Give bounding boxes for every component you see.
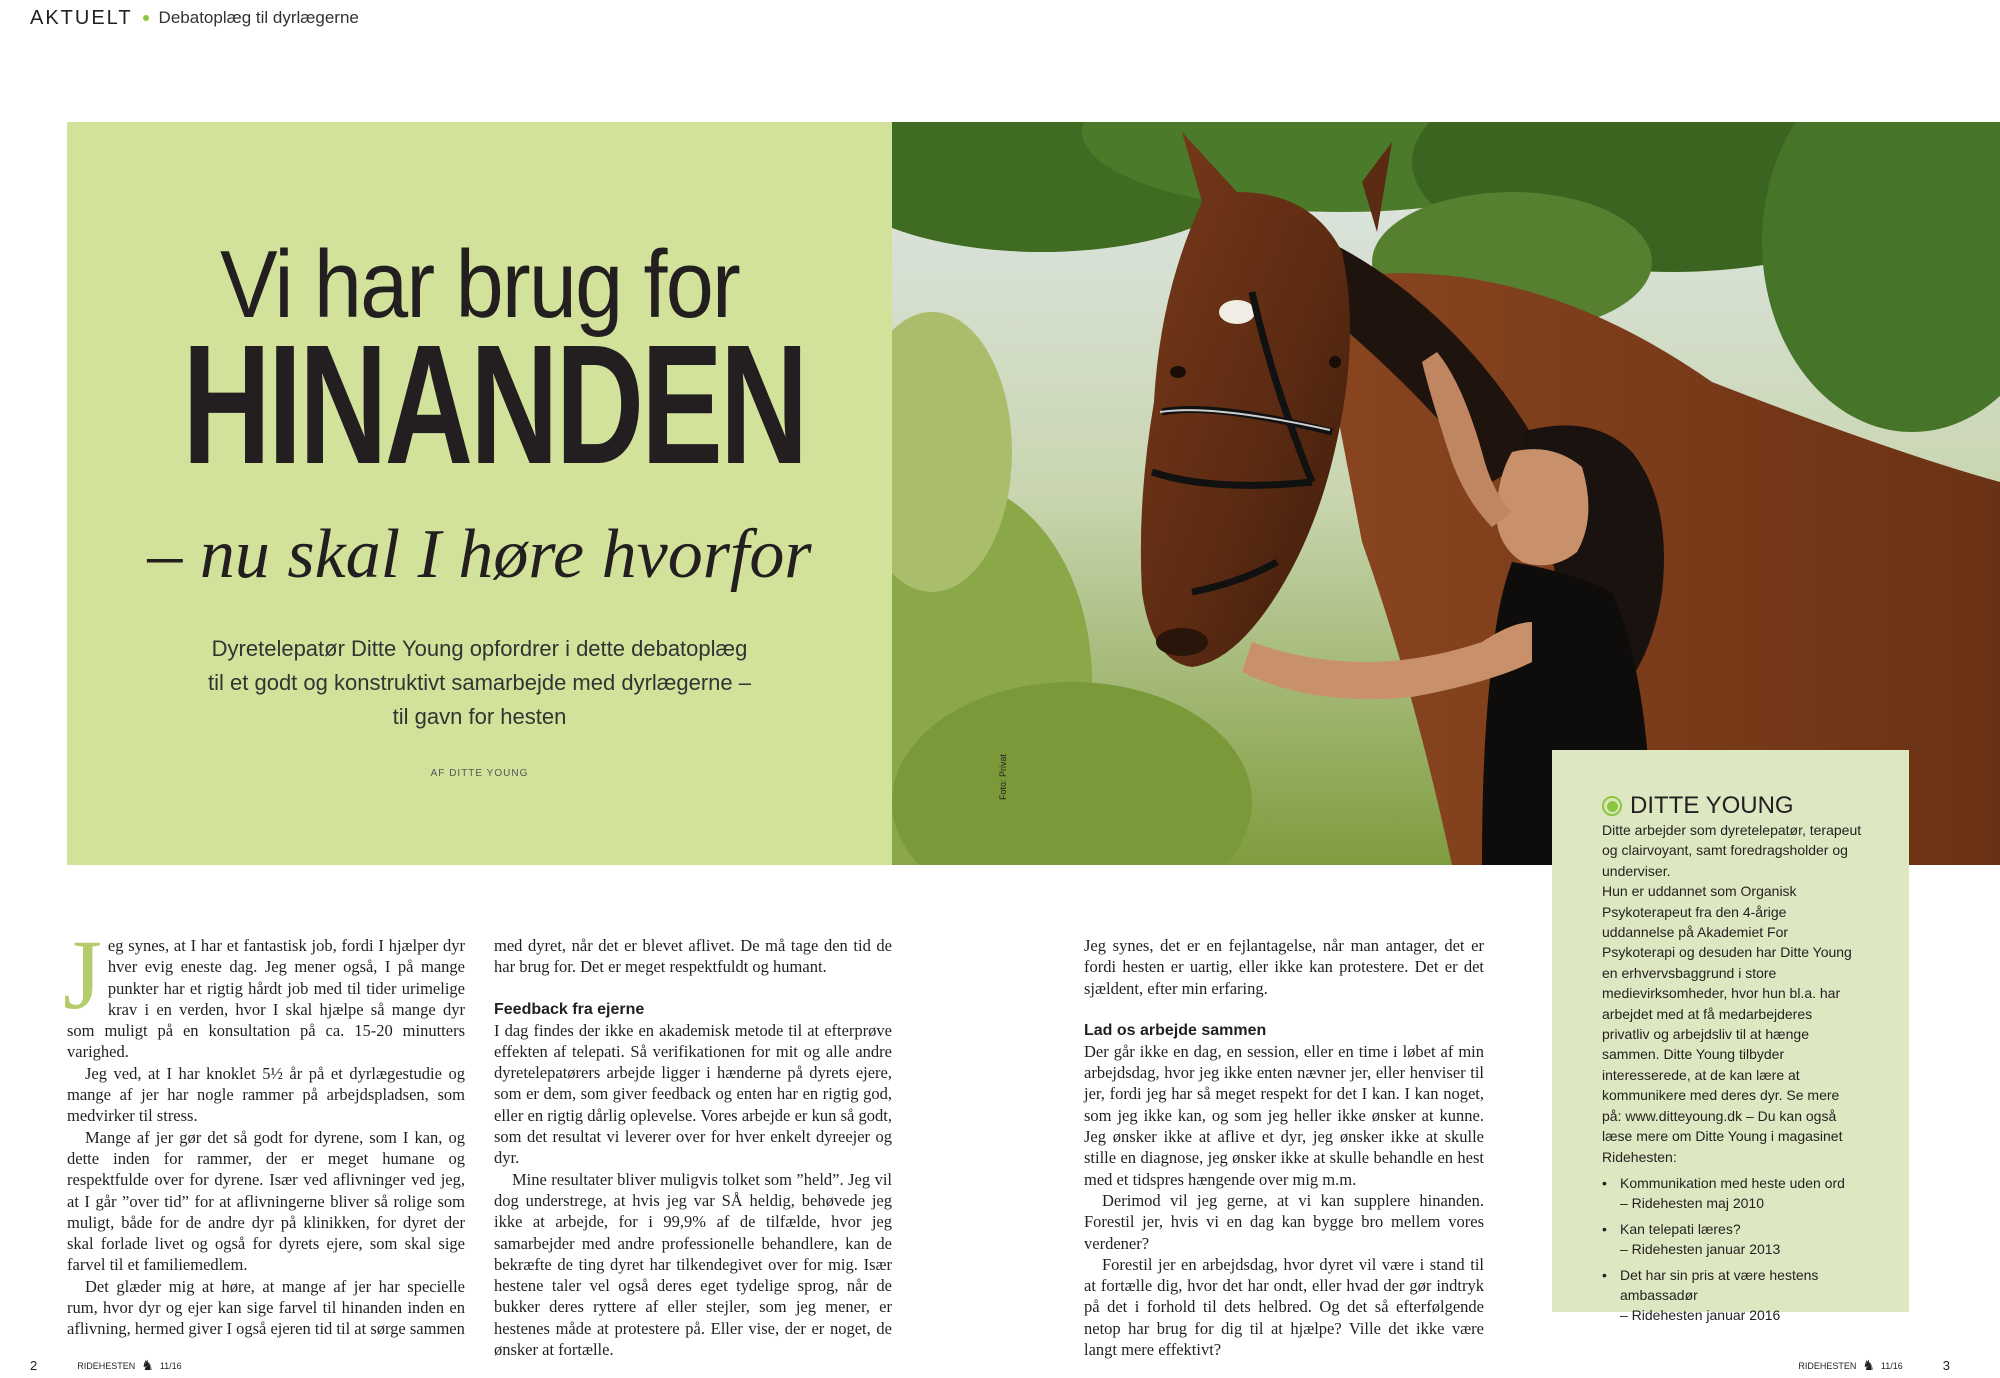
paragraph: Derimod vil jeg gerne, at vi kan supplere hinanden. Forestil jer, hvis vi en dag kan bygge bro mellem vores verdener? (1084, 1190, 1484, 1253)
infobox-paragraph: Hun er uddannet som Organisk Psykoterapeut fra den 4-årige uddannelse på Akademiet For Psykoterapi og desuden har Ditte Young en erhvervsbaggrund i store medievirksomheder, hvor hun bl.a. har arbejdet med at få medarbejderes privatliv og arbejdsliv til at hænge sammen. Ditte Young tilbyder interesserede, at de kan lære at kommunikere med deres dyr. Se mere på: www.ditteyoung.dk – Du kan også læse mere om Ditte Young i magasinet Ridehesten: (1602, 883, 1852, 1165)
subheading: Feedback fra ejerne (494, 1000, 645, 1018)
footer-left (30, 1357, 182, 1374)
paragraph: Jeg ved, at I har knoklet 5½ år på et dyrlægestudie og mange af jer har nogle rammer på arbejdspladsen, som medvirker til stress. (67, 1063, 465, 1126)
photo-credit: Foto: Privat (998, 753, 1008, 800)
issue-number: 11/16 (159, 1360, 182, 1371)
infobox-text (1602, 820, 1862, 1167)
article-ref: – Ridehesten maj 2010 (1620, 1194, 1764, 1211)
article-title: Det har sin pris at være hestens ambassadør (1620, 1266, 1819, 1303)
section-label: AKTUELT (30, 6, 133, 29)
paragraph: Det glæder mig at høre, at mange af jer har specielle rum, hvor dyr og ejer kan sige farvel til hinanden inden en aflivning, hermed giver I også ejeren tid til at sørge sammen (67, 1276, 465, 1339)
article-ref: – Ridehesten januar 2016 (1620, 1306, 1781, 1323)
horse-logo-icon: ♞ (141, 1357, 154, 1373)
list-item (1602, 1173, 1859, 1213)
section-header (30, 4, 359, 32)
list-item (1602, 1265, 1859, 1325)
paragraph: I dag findes der ikke en akademisk metode til at efterprøve effekten af telepati. Så verifikationen for mit og alle andre dyretelepatørers arbejde ligger i hænderne på dyrets ejere, som er dem, som giver feedback og enten har en rigtig god, eller en rigtig dårlig oplevelse. Vores arbejde er kun så godt, som det resultat vi leverer over for hver enkelt dyreejer og dyr. (494, 1020, 892, 1168)
article-title: Kan telepati læres? (1620, 1220, 1741, 1237)
page-number: 2 (30, 1358, 38, 1373)
paragraph: eg synes, at I har et fantastisk job, fordi I hjælper dyr hver evig eneste dag. Jeg mener også, I på mange punkter har et rigtig hårdt job med til tider urimelige krav i en verden, hvor I skal hjælpe så mange dyr som muligt på en konsultation på ca. 15-20 minutters varighed. (67, 936, 465, 1062)
circle-bullet-icon (1602, 796, 1622, 816)
section-subtitle: Debatoplæg til dyrlægerne (158, 8, 359, 27)
horse-logo-icon: ♞ (1862, 1357, 1875, 1373)
subheading: Lad os arbejde sammen (1084, 1021, 1267, 1039)
separator-dot (143, 15, 149, 21)
headline-line2: HINANDEN (182, 310, 806, 500)
author-infobox (1552, 750, 1909, 1323)
footer-right (1798, 1357, 1950, 1374)
body-column-2 (494, 935, 892, 1360)
paragraph: Jeg synes, det er en fejlantagelse, når man antager, det er fordi hesten er uartig, eller ikke kan protestere. Det er det sjældent, efter min erfaring. (1084, 936, 1484, 998)
body-column-1 (63, 919, 465, 1340)
paragraph: Forestil jer en arbejdsdag, hvor dyret vil være i stand til at fortælle dig, hvor det har ondt, eller hvad der gør indtryk på det i forhold til dets helbred. Og det så efterfølgende netop har brug for dig til at hjælpe? Ville det ikke være langt mere effektivt? (1084, 1254, 1484, 1360)
paragraph: med dyret, når det er blevet aflivet. De må tage den tid de har brug for. Det er meget respektfuldt og humant. (494, 936, 892, 977)
issue-number: 11/16 (1880, 1360, 1903, 1371)
title-panel (67, 122, 892, 865)
infobox-paragraph: Ditte arbejder som dyretelepatør, terapeut og clairvoyant, samt foredragsholder og underviser. (1602, 822, 1862, 879)
byline: AF DITTE YOUNG (430, 768, 529, 779)
related-articles-list (1602, 1173, 1859, 1325)
headline-line1: Vi har brug for (220, 231, 739, 338)
infobox-title: DITTE YOUNG (1630, 792, 1794, 819)
paragraph: Mine resultater bliver muligvis tolket som ”held”. Jeg vil dog understrege, at hvis jeg var SÅ heldig, behøvede jeg ikke at arbejde, for i 99,9% af de tilfælde, hvor jeg samarbejder med andre professionelle behandlere, kan de bekræfte de ting dyret har tilkendegivet over for mig. Især hestene taler vel også deres eget tydelige sprog, når de bukker deres ryttere af eller stejler, som jeg mener, er hestenes måde at protestere på. Eller vise, der er noget, de ønsker at fortælle. (494, 1169, 892, 1360)
article-ref: – Ridehesten januar 2013 (1620, 1240, 1781, 1257)
article-title: Kommunikation med heste uden ord (1620, 1174, 1845, 1191)
headline-line3: – nu skal I høre hvorfor (147, 516, 812, 593)
infobox-header (1602, 792, 1859, 820)
magazine-name: RIDEHESTEN (1798, 1360, 1857, 1371)
paragraph: Mange af jer gør det så godt for dyrene, som I kan, og dette inden for rammer, der er meget humane og respektfulde over for dyrene. Især ved aflivninger ved jeg, at I går ”over tid” for at aflivningerne bliver så rolige som muligt, både for de andre dyr på klinikken, for dyret der skal forlade livet og også for dyrets ejere, som skal sige farvel til et familiemedlem. (67, 1127, 465, 1275)
body-column-3 (1084, 935, 1484, 1360)
page-number: 3 (1942, 1358, 1950, 1373)
magazine-name: RIDEHESTEN (77, 1360, 136, 1371)
drop-cap: J (63, 919, 102, 1030)
lede: Dyretelepatør Ditte Young opfordrer i dette debatoplæg til et godt og konstruktivt samarbejde med dyrlægerne – til gavn for hesten (208, 636, 751, 729)
list-item (1602, 1219, 1859, 1259)
paragraph: Der går ikke en dag, en session, eller en time i løbet af min arbejdsdag, hvor jeg ikke enten nævner jer, eller henviser til jer, fordi jeg har så meget respekt for det I kan. I kan noget, som jeg ikke kan, og som jeg heller ikke ønsker at kunne. Jeg ønsker ikke at aflive et dyr, jeg ønsker ikke at skulle stille en diagnose, jeg ønsker ikke at skulle behandle en hest med et tidspres hængende over mig m.m. (1084, 1041, 1484, 1189)
